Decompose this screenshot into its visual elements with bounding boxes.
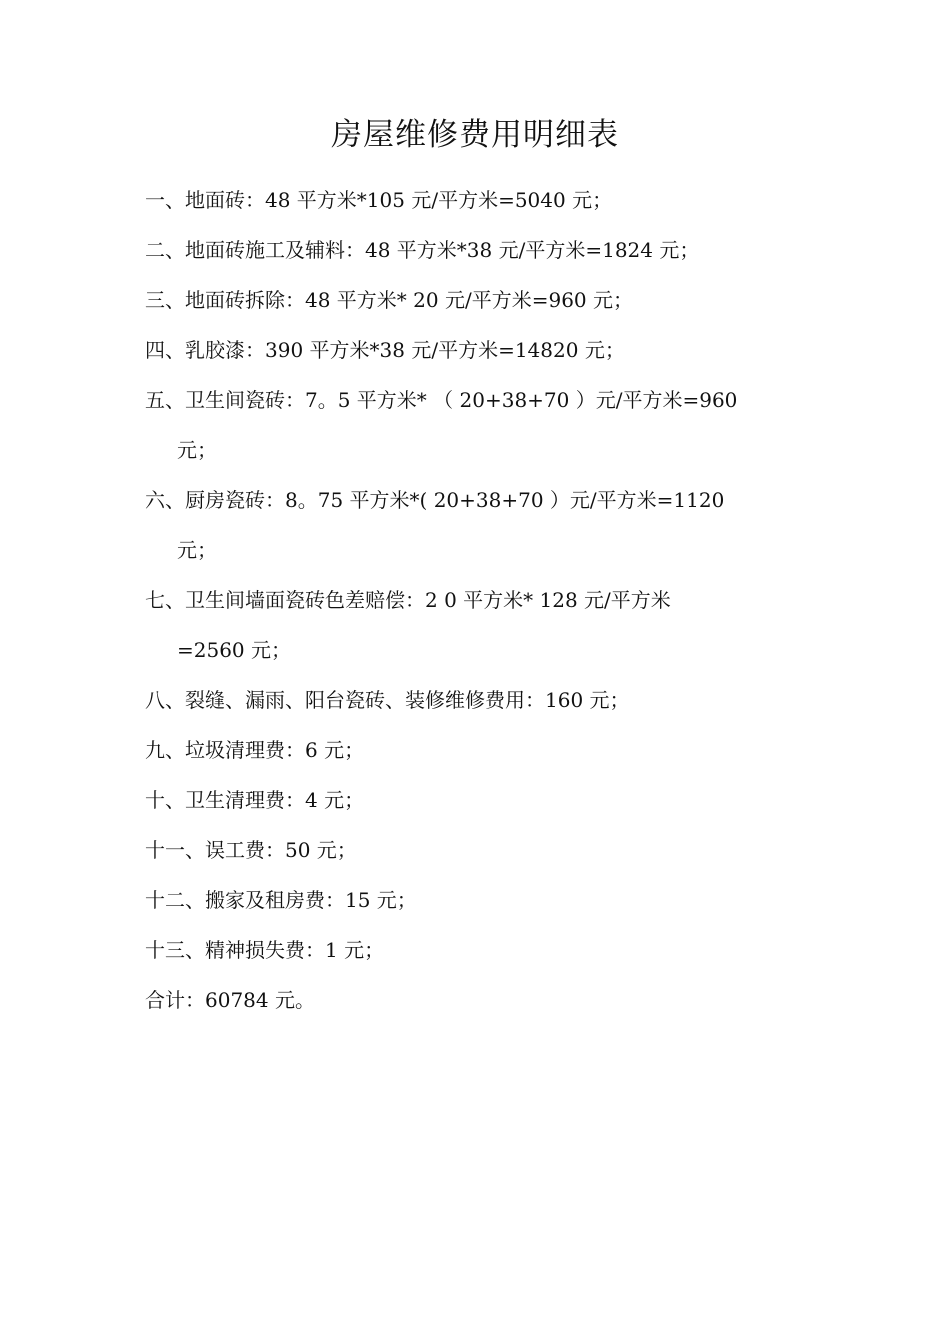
cost-item-10: 十、卫生清理费：4 元； bbox=[145, 788, 365, 812]
total-line: 合计：60784 元。 bbox=[145, 988, 315, 1012]
document-title: 房屋维修费用明细表 bbox=[331, 117, 619, 153]
cost-item-4: 四、乳胶漆：390 平方米*38 元/平方米=14820 元； bbox=[145, 338, 625, 362]
cost-item-12: 十二、搬家及租房费：15 元； bbox=[145, 888, 417, 912]
cost-item-list bbox=[145, 175, 785, 1025]
cost-item-5-continuation: 元； bbox=[177, 438, 217, 462]
cost-item-9: 九、垃圾清理费：6 元； bbox=[145, 738, 365, 762]
cost-item-13: 十三、精神损失费：1 元； bbox=[145, 938, 385, 962]
cost-item-8: 八、裂缝、漏雨、阳台瓷砖、装修维修费用：160 元； bbox=[145, 688, 630, 712]
cost-item-11: 十一、误工费：50 元； bbox=[145, 838, 357, 862]
cost-item-5: 五、卫生间瓷砖：7。5 平方米* （ 20+38+70 ）元/平方米=960 bbox=[145, 388, 738, 412]
cost-item-6-continuation: 元； bbox=[177, 538, 217, 562]
cost-item-7: 七、卫生间墙面瓷砖色差赔偿：2 0 平方米* 128 元/平方米 bbox=[145, 588, 671, 612]
cost-item-2: 二、地面砖施工及辅料：48 平方米*38 元/平方米=1824 元； bbox=[145, 238, 700, 262]
cost-item-1: 一、地面砖：48 平方米*105 元/平方米=5040 元； bbox=[145, 188, 613, 212]
cost-item-3: 三、地面砖拆除：48 平方米* 20 元/平方米=960 元； bbox=[145, 288, 633, 312]
cost-item-7-continuation: =2560 元； bbox=[177, 638, 292, 662]
cost-item-6: 六、厨房瓷砖：8。75 平方米*( 20+38+70 ）元/平方米=1120 bbox=[145, 488, 725, 512]
